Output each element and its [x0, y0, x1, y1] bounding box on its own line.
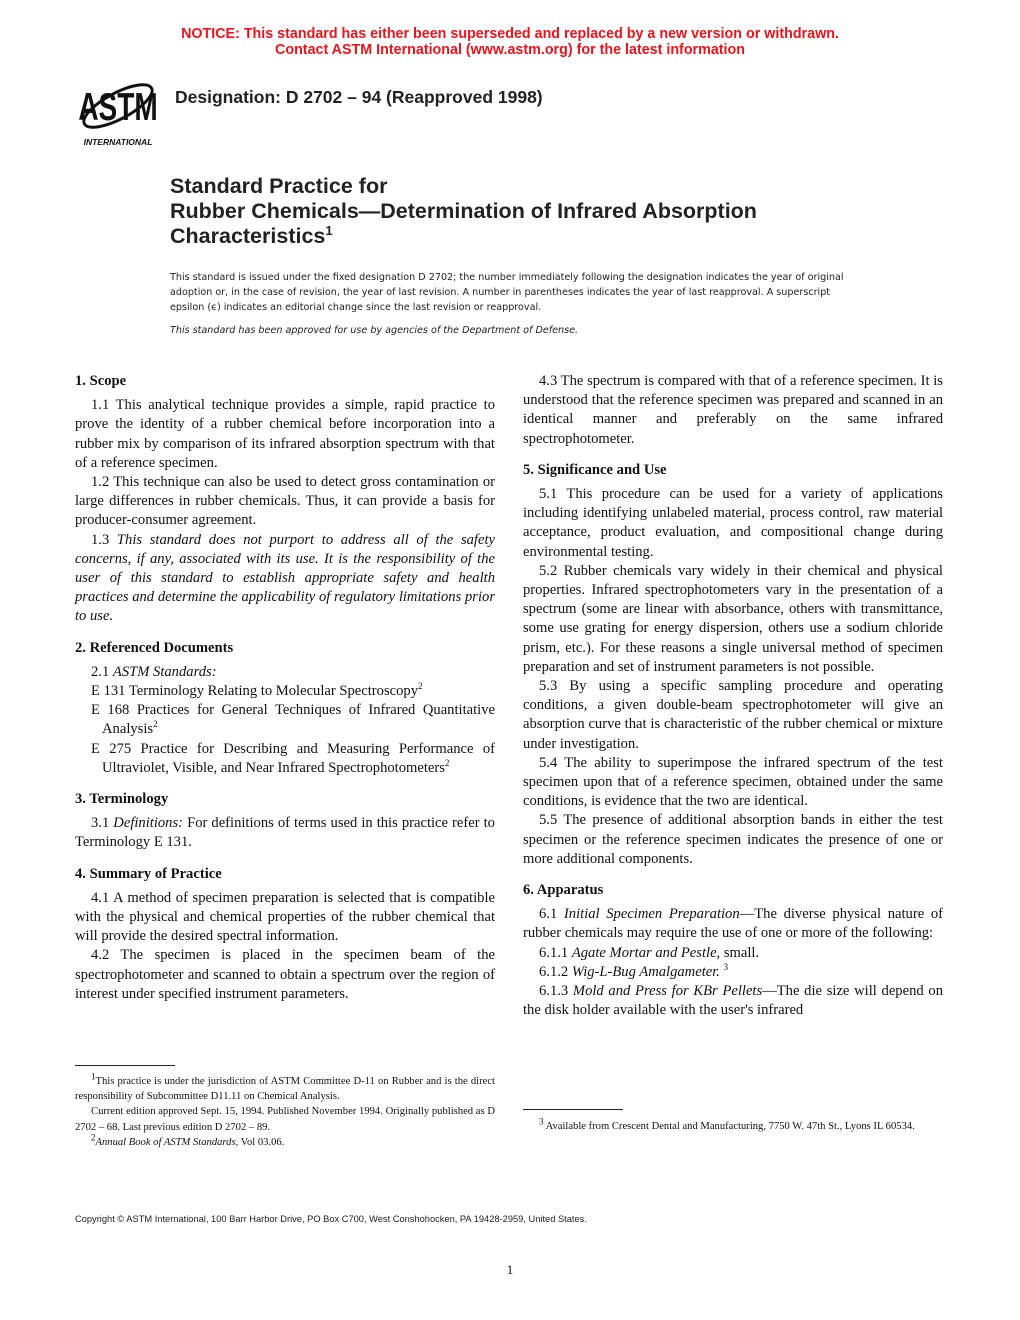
right-column: [523, 372, 943, 1021]
paragraph-label: Initial Specimen Preparation: [563, 906, 740, 923]
footnote-ref: 2: [444, 758, 450, 768]
section-heading: 4. Summary of Practice: [75, 865, 222, 882]
paragraph-text: For definitions of terms used in this practice refer to Terminology E 131.: [75, 815, 495, 851]
reference-item: [75, 682, 495, 701]
dod-note: This standard has been approved for use by agencies of the Department of Defense.: [170, 325, 579, 336]
paragraph: 4.3 The spectrum is compared with that of a reference specimen. It is understood that the reference specimen was prepared and scanned in an identical manner and preferably on the same infrared spectrophotometer.: [523, 373, 943, 447]
footnote-ref: 3: [723, 962, 729, 973]
title-line-1: Standard Practice for: [170, 174, 388, 198]
withdrawal-notice: [0, 26, 1020, 58]
footnote: [75, 1132, 495, 1150]
footnote-number: 2: [91, 1132, 96, 1143]
document-title: [170, 174, 757, 249]
paragraph: [523, 982, 943, 1020]
footnote-ref: 2: [418, 681, 423, 692]
paragraph: 5.5 The presence of additional absorption bands in either the test specimen or the reference specimen indicates the presence of one or more additional components.: [523, 812, 943, 867]
paragraph: [75, 663, 495, 682]
section-heading: 2. Referenced Documents: [75, 639, 234, 656]
paragraph: [523, 963, 943, 982]
footnote: [523, 1116, 943, 1134]
footnote-ref: 2: [153, 719, 158, 730]
footnotes-left: [75, 1071, 495, 1150]
paragraph-number: 6.1.2: [539, 963, 569, 980]
issued-note: This standard is issued under the fixed designation D 2702; the number immediately following the designation indicates the year of original adoption or, in the case of revision, the year of last revision. A number in parentheses indicates the year of last reapproval. A superscript epsilon (ϵ) indicates an editorial change since the last revision or reapproval.: [170, 272, 844, 314]
footnote-number: 3: [539, 1116, 544, 1127]
paragraph: 5.2 Rubber chemicals vary widely in their chemical and physical properties. Infrared spectrophotometers vary in the presentation of a spectrum (some are linear with absorbance, others with transmittance, some use grating for energy dispersion, others use a sodium chloride prism, etc.). For these reasons a single universal method of specimen preparation and set of instrument parameters is not possible.: [523, 562, 943, 675]
paragraph-text: —The die size will depend on the disk holder available with the user's infrared: [523, 983, 943, 1019]
paragraph-label: Mold and Press for KBr Pellets: [572, 983, 763, 1000]
paragraph-label: Definitions:: [113, 815, 184, 832]
paragraph-number: 1.3: [91, 531, 110, 548]
footnote-label: Annual Book of ASTM Standards: [95, 1136, 236, 1148]
notice-line-1: NOTICE: This standard has either been superseded and replaced by a new version or withdrawn.: [181, 26, 839, 42]
footnote-number: 1: [91, 1071, 96, 1082]
title-text: Characteristics: [170, 224, 326, 248]
paragraph: [75, 531, 495, 627]
footnote: Current edition approved Sept. 15, 1994. Published November 1994. Originally published as D 2702 – 68. Last previous edition D 2702 – 89.: [75, 1106, 495, 1133]
section-heading: 5. Significance and Use: [523, 461, 667, 478]
svg-text:ASTM: ASTM: [78, 85, 158, 130]
paragraph-number: 6.1: [539, 906, 558, 923]
section-heading: 3. Terminology: [75, 791, 169, 808]
paragraph-number: 6.1.1: [539, 944, 569, 961]
paragraph-text: —The diverse physical nature of rubber chemicals may require the use of one or more of the following:: [523, 906, 943, 942]
paragraph-number: 6.1.3: [539, 983, 569, 1000]
designation: Designation: D 2702 – 94 (Reapproved 1998): [175, 87, 543, 107]
paragraph-text: , small.: [716, 944, 760, 961]
paragraph: 4.1 A method of specimen preparation is selected that is compatible with the physical and chemical properties of the rubber chemical that will provide the desired spectral information.: [75, 889, 495, 945]
reference-item: [75, 701, 495, 739]
paragraph: 1.1 This analytical technique provides a simple, rapid practice to prove the identity of a rubber chemical before incorporation into a rubber mix by comparison of its infrared absorption spectrum with that of a reference specimen.: [75, 397, 495, 471]
left-column: [75, 372, 495, 1004]
safety-statement: This standard does not purport to address all of the safety concerns, if any, associated with its use. It is the responsibility of the user of this standard to establish appropriate safety and health practices and determine the applicability of regulatory limitations prior to use.: [75, 531, 495, 625]
paragraph: 5.1 This procedure can be used for a variety of applications including identifying unlabeled material, process control, raw material acceptance, product evaluation, and compositional change during environmental testing.: [523, 486, 943, 560]
footnote-ref: 1: [325, 222, 333, 238]
footnote: [75, 1071, 495, 1104]
paragraph: [523, 944, 943, 963]
section-heading: 6. Apparatus: [523, 882, 604, 899]
footnote-text: This practice is under the jurisdiction of ASTM Committee D-11 on Rubber and is the direct responsibility of Subcommittee D11.11 on Chemical Analysis.: [75, 1076, 495, 1103]
reference-text: E 131 Terminology Relating to Molecular Spectroscopy: [91, 683, 419, 700]
svg-text:INTERNATIONAL: INTERNATIONAL: [83, 137, 153, 147]
paragraph-label: Agate Mortar and Pestle: [571, 944, 717, 961]
copyright: Copyright © ASTM International, 100 Barr Harbor Drive, PO Box C700, West Conshohocken, PA 19428-2959, United States.: [75, 1214, 587, 1224]
reference-text: E 275 Practice for Describing and Measuring Performance of Ultraviolet, Visible, and Near Infrared Spectrophotometers: [91, 740, 495, 776]
title-line-3: [170, 224, 757, 249]
footnote-text: , Vol 03.06.: [235, 1136, 285, 1148]
paragraph: [523, 905, 943, 943]
paragraph-label: Wig-L-Bug Amalgameter.: [571, 963, 720, 980]
astm-logo: [76, 78, 160, 148]
paragraph: 5.3 By using a specific sampling procedure and operating conditions, a given double-beam spectrophotometer will give an absorption curve that is characteristic of the rubber chemical or mixture under investigation.: [523, 678, 943, 752]
footnotes-right: [523, 1116, 943, 1134]
paragraph: 4.2 The specimen is placed in the specimen beam of the spectrophotometer and scanned to obtain a spectrum over the region of interest under specified instrument parameters.: [75, 947, 495, 1002]
paragraph-label: ASTM Standards:: [112, 663, 217, 680]
page-number: 1: [506, 1262, 514, 1277]
paragraph: 1.2 This technique can also be used to detect gross contamination or large differences in rubber chemicals. Thus, it can provide a basis for producer-consumer agreement.: [75, 474, 495, 529]
footnote-divider: [523, 1109, 623, 1110]
reference-item: [75, 740, 495, 778]
paragraph-number: 2.1: [91, 663, 110, 680]
reference-text: E 168 Practices for General Techniques of Infrared Quantitative Analysis: [91, 702, 495, 738]
title-line-2: Rubber Chemicals—Determination of Infrared Absorption: [170, 199, 757, 223]
paragraph: [75, 814, 495, 852]
footnote-divider: [75, 1065, 175, 1066]
section-heading: 1. Scope: [75, 373, 127, 389]
notice-line-2: Contact ASTM International (www.astm.org) for the latest information: [275, 42, 745, 58]
paragraph: 5.4 The ability to superimpose the infrared spectrum of the test specimen upon that of a reference specimen, obtained under the same conditions, is evidence that the two are identical.: [523, 754, 943, 810]
footnote-text: Available from Crescent Dental and Manufacturing, 7750 W. 47th St., Lyons IL 60534.: [545, 1121, 915, 1132]
paragraph-number: 3.1: [91, 815, 110, 832]
